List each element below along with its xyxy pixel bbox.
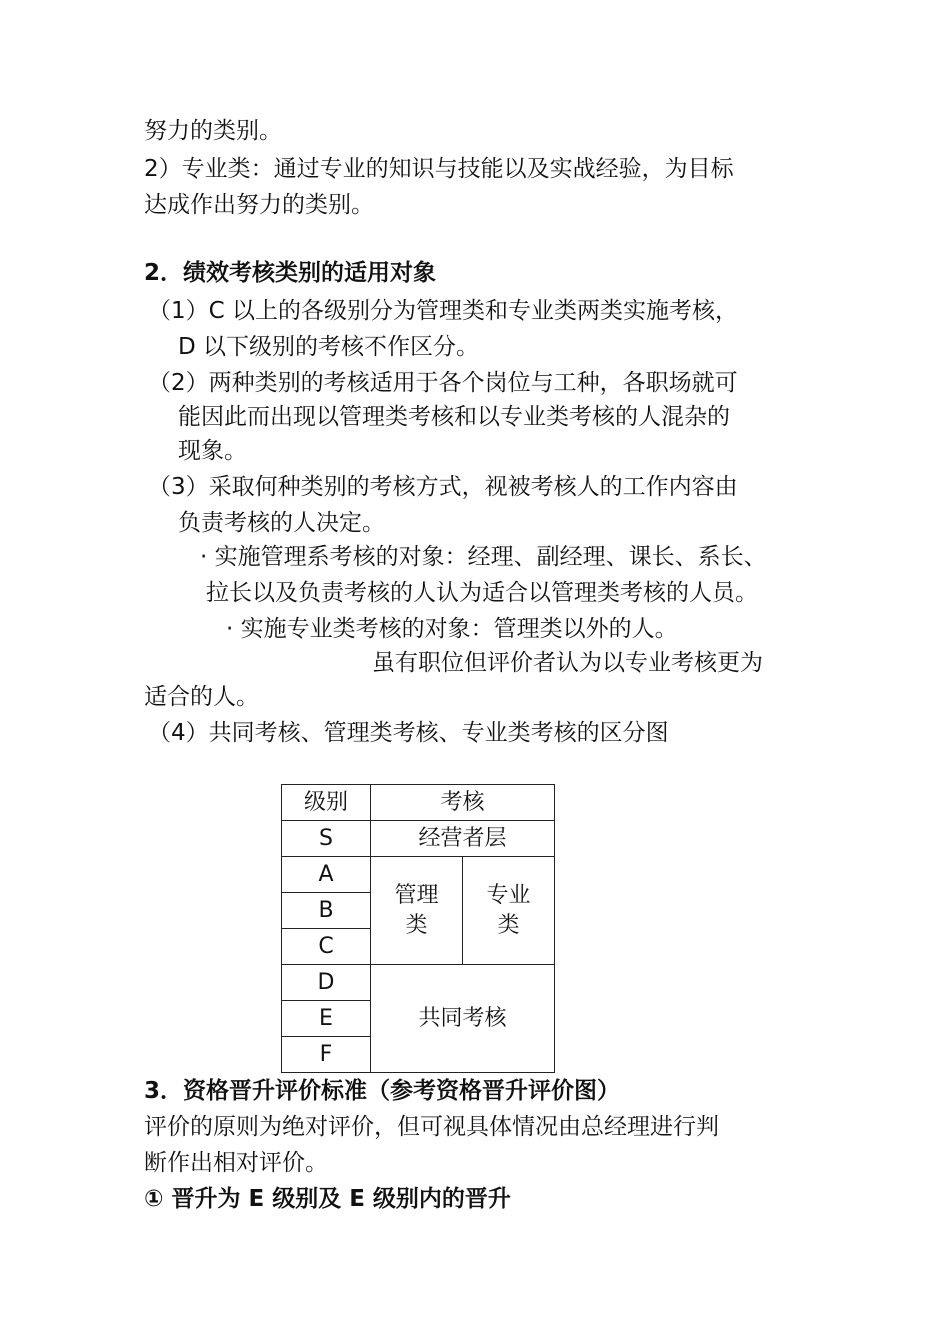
review-management — [371, 857, 463, 965]
item-2-line-1: （2）两种类别的考核适用于各个岗位与工种，各职场就可 — [148, 370, 738, 396]
professional-label-2: 类 — [497, 912, 520, 938]
bullet-professional-line-1: · 实施专业类考核的对象：管理类以外的人。 — [226, 616, 678, 642]
management-label-2: 类 — [405, 912, 428, 938]
section-heading-2: 2．绩效考核类别的适用对象 — [144, 260, 437, 286]
review-executive: 经营者层 — [371, 821, 555, 857]
line-effort-category: 努力的类别。 — [144, 118, 282, 144]
section-heading-3: 3．资格晋升评价标准（参考资格晋升评价图） — [144, 1078, 621, 1104]
line-professional-category: 2）专业类：通过专业的知识与技能以及实战经验，为目标 — [144, 156, 734, 182]
review-professional — [463, 857, 555, 965]
item-3-line-1: （3）采取何种类别的考核方式，视被考核人的工作内容由 — [148, 474, 738, 500]
bullet-management-line-2: 拉长以及负责考核的人认为适合以管理类考核的人员。 — [206, 580, 758, 606]
classification-table — [281, 784, 555, 1073]
item-1-line-1: （1）C 以上的各级别分为管理类和专业类两类实施考核， — [148, 298, 739, 324]
item-2-line-3: 现象。 — [178, 438, 247, 464]
principle-line-2: 断作出相对评价。 — [144, 1150, 328, 1176]
level-cell: D — [282, 965, 371, 1001]
table-row — [282, 857, 555, 893]
bullet-management-line-1: · 实施管理系考核的对象：经理、副经理、课长、系长、 — [200, 544, 767, 570]
header-level: 级别 — [282, 785, 371, 821]
professional-label-1: 专业 — [486, 882, 531, 908]
level-cell: C — [282, 929, 371, 965]
bullet-professional-line-2: 虽有职位但评价者认为以专业考核更为 — [372, 650, 763, 676]
item-4-line: （4）共同考核、管理类考核、专业类考核的区分图 — [148, 720, 669, 746]
table-row — [282, 821, 555, 857]
level-cell: B — [282, 893, 371, 929]
level-cell: S — [282, 821, 371, 857]
principle-line-1: 评价的原则为绝对评价，但可视具体情况由总经理进行判 — [144, 1114, 719, 1140]
level-cell: A — [282, 857, 371, 893]
management-label-1: 管理 — [394, 882, 439, 908]
item-3-line-2: 负责考核的人决定。 — [178, 510, 385, 536]
subheading-e-promotion: ① 晋升为 E 级别及 E 级别内的晋升 — [144, 1186, 511, 1212]
table-row — [282, 785, 555, 821]
level-cell: F — [282, 1037, 371, 1073]
item-1-line-2: D 以下级别的考核不作区分。 — [178, 334, 480, 360]
review-common: 共同考核 — [371, 965, 555, 1073]
line-professional-category-cont: 达成作出努力的类别。 — [144, 192, 374, 218]
table-row — [282, 965, 555, 1001]
level-cell: E — [282, 1001, 371, 1037]
bullet-professional-line-3: 适合的人。 — [144, 684, 259, 710]
item-2-line-2: 能因此而出现以管理类考核和以专业类考核的人混杂的 — [178, 404, 730, 430]
header-review: 考核 — [371, 785, 555, 821]
